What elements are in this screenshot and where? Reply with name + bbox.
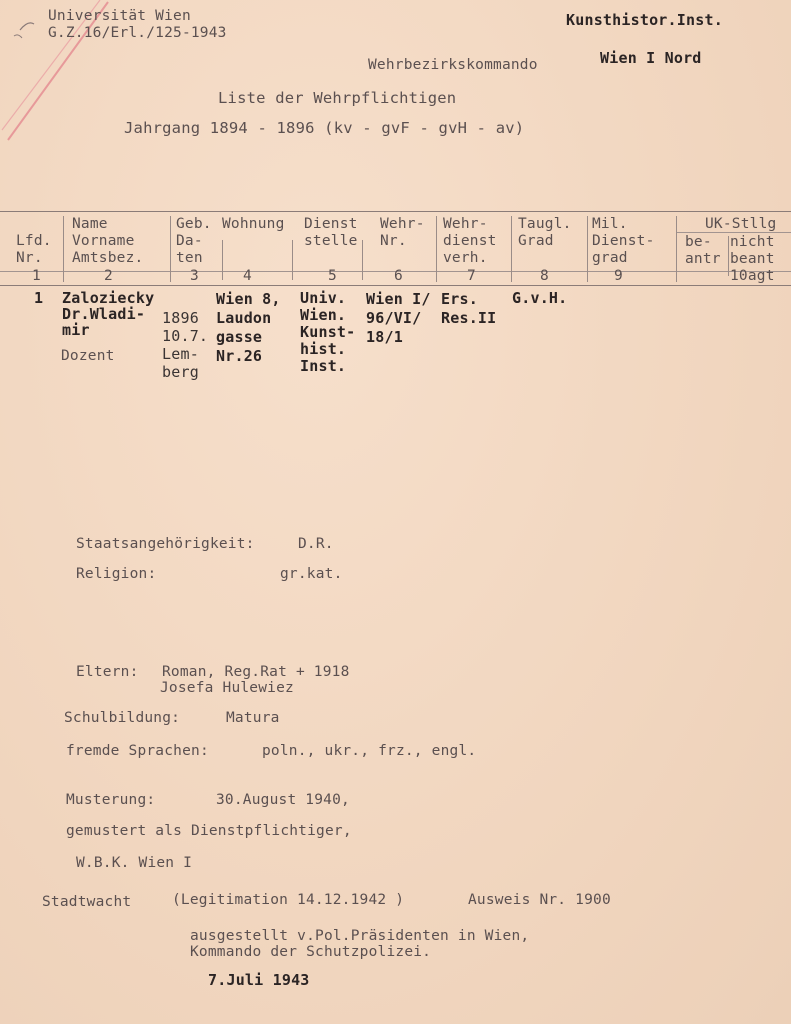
column-header-rank: Mil. Dienst- grad: [592, 216, 655, 266]
column-divider: [511, 216, 512, 282]
column-divider: [676, 216, 677, 282]
religion-label: Religion:: [76, 566, 157, 582]
list-title: Liste der Wehrpflichtigen: [218, 89, 457, 107]
column-header-unit: Dienst stelle: [304, 216, 358, 249]
column-divider: [436, 216, 437, 282]
column-number: 3: [190, 268, 199, 284]
muster-date: 30.August 1940,: [216, 792, 350, 808]
education-label: Schulbildung:: [64, 710, 181, 726]
parents-line-2: Josefa Hulewiez: [160, 680, 294, 696]
muster-label: Musterung:: [66, 792, 156, 808]
column-number: 7: [467, 268, 476, 284]
column-header-fitness: Taugl. Grad: [518, 216, 572, 249]
institute-stamp: Kunsthistor.Inst.: [566, 11, 723, 29]
citizenship-value: D.R.: [298, 536, 334, 552]
column-header-uk-requested: be- antr: [685, 234, 721, 267]
column-header-address: Wohnung: [222, 216, 285, 232]
university-name: Universität Wien: [48, 8, 191, 24]
column-header-birth: Geb. Da- ten: [176, 216, 212, 266]
citywatch-label: Stadtwacht: [42, 894, 132, 910]
religion-value: gr.kat.: [280, 566, 343, 582]
column-header-name: Name Vorname Amtsbez.: [72, 216, 144, 266]
district-label: Wien I Nord: [600, 49, 702, 67]
fitness-grade: G.v.H.: [512, 289, 568, 307]
column-divider: [728, 236, 729, 276]
column-header-uk-not-requested: nicht beant 10agt: [730, 234, 775, 284]
column-number: 6: [394, 268, 403, 284]
cohort-line: Jahrgang 1894 - 1896 (kv - gvF - gvH - av): [124, 119, 525, 137]
column-number: 5: [328, 268, 337, 284]
table-top-rule: [0, 211, 791, 212]
column-divider: [587, 216, 588, 282]
wehr-number: Wien I/ 96/VI/ 18/1: [366, 290, 431, 346]
reference-number: G.Z.16/Erl./125-1943: [48, 25, 227, 41]
person-title: Dozent: [61, 348, 115, 364]
ausweis-number: Ausweis Nr. 1900: [468, 892, 611, 908]
command-title: Wehrbezirkskommando: [368, 57, 538, 73]
service-status: Ers. Res.II: [441, 290, 497, 327]
column-number: 8: [540, 268, 549, 284]
column-divider: [292, 240, 293, 280]
column-header-uk: UK-Stllg: [705, 216, 777, 232]
person-name: Zaloziecky Dr.Wladi- mir: [62, 289, 155, 339]
column-header-wehr-nr: Wehr- Nr.: [380, 216, 425, 249]
column-number: 4: [243, 268, 252, 284]
column-divider: [222, 240, 223, 280]
column-divider: [170, 216, 171, 282]
languages-label: fremde Sprachen:: [66, 743, 209, 759]
address: Wien 8, Laudon gasse Nr.26: [216, 290, 281, 365]
muster-line-3: W.B.K. Wien I: [76, 855, 193, 871]
birth-data: 1896 10.7. Lem- berg: [162, 309, 209, 381]
parents-label: Eltern:: [76, 664, 139, 680]
legitimation: (Legitimation 14.12.1942 ): [172, 892, 405, 908]
table-header-bottom-rule: [0, 285, 791, 286]
column-divider: [63, 216, 64, 282]
column-number: 2: [104, 268, 113, 284]
languages-value: poln., ukr., frz., engl.: [262, 743, 477, 759]
column-divider: [362, 240, 363, 280]
row-number: 1: [34, 289, 44, 307]
issued-line-2: Kommando der Schutzpolizei.: [190, 944, 432, 960]
column-header-nr: Lfd. Nr.: [16, 233, 52, 266]
column-header-service: Wehr- dienst verh.: [443, 216, 497, 266]
muster-line-2: gemustert als Dienstpflichtiger,: [66, 823, 352, 839]
column-number: 9: [614, 268, 623, 284]
column-number: 1: [32, 268, 41, 284]
issued-line-1: ausgestellt v.Pol.Präsidenten in Wien,: [190, 928, 530, 944]
parents-line-1: Roman, Reg.Rat + 1918: [162, 664, 350, 680]
education-value: Matura: [226, 710, 280, 726]
document-date: 7.Juli 1943: [208, 971, 310, 989]
service-unit: Univ. Wien. Kunst- hist. Inst.: [300, 289, 356, 375]
citizenship-label: Staatsangehörigkeit:: [76, 536, 255, 552]
